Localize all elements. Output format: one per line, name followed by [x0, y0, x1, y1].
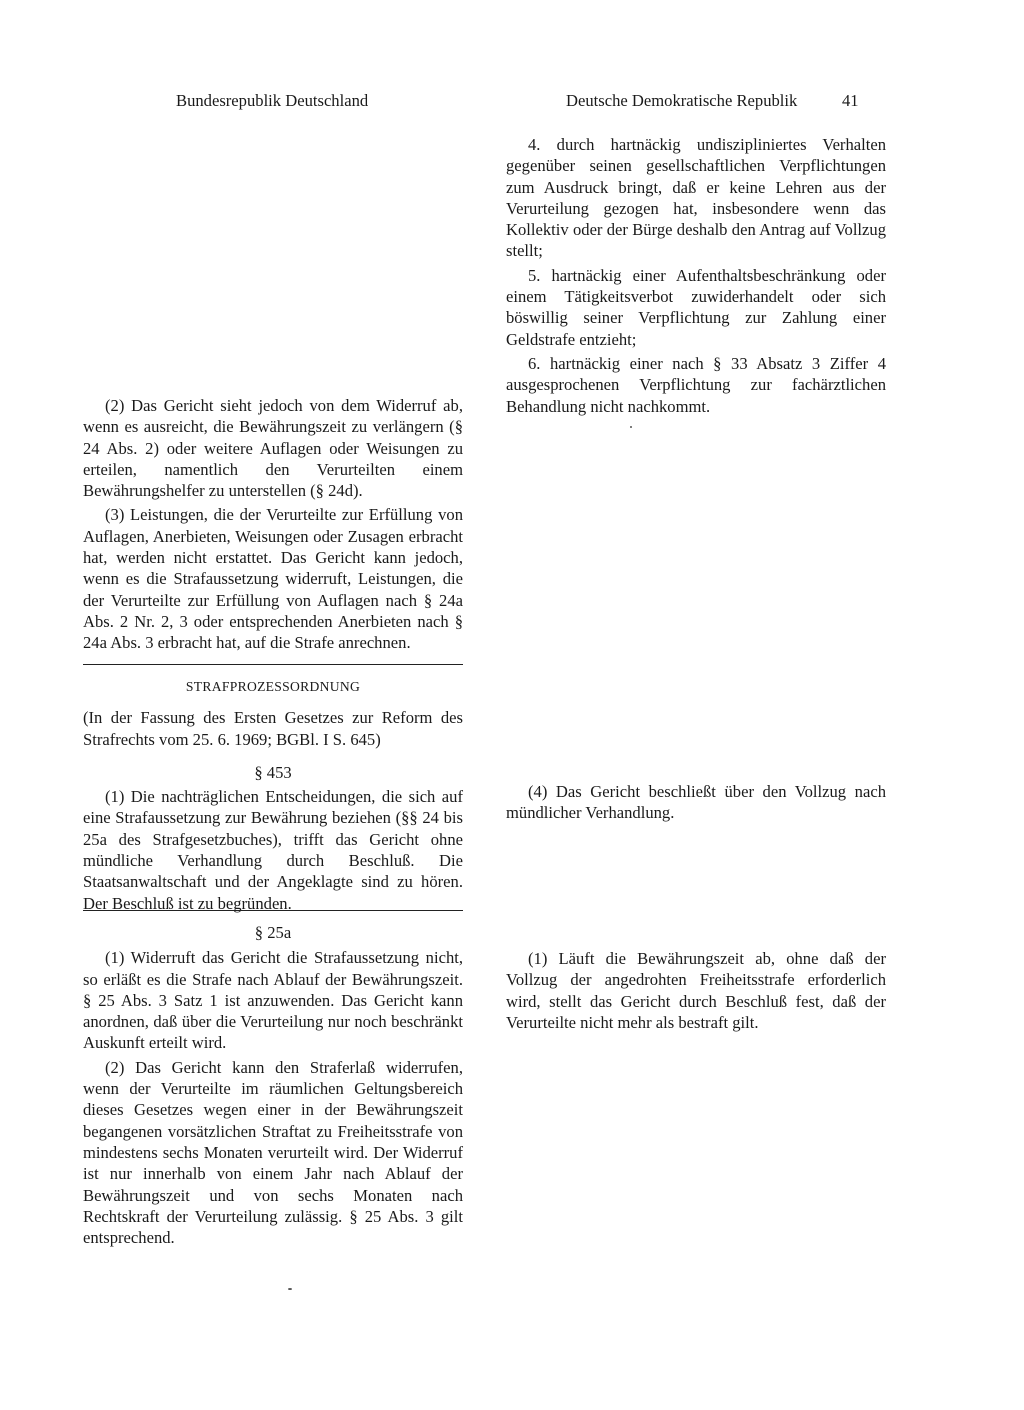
section-453-heading: § 453	[254, 762, 292, 782]
running-header-right: Deutsche Demokratische Republik	[566, 91, 798, 110]
paragraph-4: (4) Das Gericht beschließt über den Vollzug nach mündlicher Verhandlung.	[506, 782, 886, 823]
section-25a-paragraph-1: (1) Widerruft das Gericht die Strafaussetzung nicht, so erläßt es die Strafe nach Ablauf der Bewährungszeit. § 25 Abs. 3 Satz 1 ist anzuwenden. Das Gericht kann anordnen, daß über die Verurteilung nur noch beschränkt Auskunft erteilt wird.	[83, 948, 463, 1053]
print-speck	[630, 426, 632, 428]
section-divider	[83, 664, 463, 665]
right-paragraph-4-block	[506, 781, 886, 824]
right-column-top	[506, 134, 886, 417]
page-number: 41	[842, 91, 859, 110]
left-column-top	[83, 395, 463, 654]
list-item-6: 6. hartnäckig einer nach § 33 Absatz 3 Ziffer 4 ausgesprochenen Verpflichtung zur fachärztlichen Behandlung nicht nachkommt.	[506, 353, 886, 416]
list-item-5: 5. hartnäckig einer Aufenthaltsbeschränkung oder einem Tätigkeitsverbot zuwiderhandelt oder sich böswillig seiner Verpflichtung zur Zahlung einer Geldstrafe entzieht;	[506, 265, 886, 349]
section-divider	[83, 910, 463, 911]
print-speck	[288, 1288, 292, 1290]
list-item-4: 4. durch hartnäckig undiszipliniertes Verhalten gegenüber seinen gesellschaftlichen Verpflichtungen zum Ausdruck bringt, daß er keine Lehren aus der Verurteilung gezogen hat, insbesondere wenn das Kollektiv oder der Bürge deshalb den Antrag auf Vollzug stellt;	[506, 135, 886, 261]
section-25a-paragraph-2: (2) Das Gericht kann den Straferlaß widerrufen, wenn der Verurteilte im räumlichen Geltungsbereich dieses Gesetzes wegen einer in der Bewährungszeit begangenen vorsätzlichen Straftat zu Freiheitsstrafe von mindestens sechs Monaten verurteilt wird. Der Widerruf ist nur innerhalb von einem Jahr nach Ablauf der Bewährungszeit und von sechs Monaten nach Rechtskraft der Verurteilung zulässig. § 25 Abs. 3 gilt entsprechend.	[83, 1057, 463, 1248]
paragraph-1-release: (1) Läuft die Bewährungszeit ab, ohne daß der Vollzug der angedrohten Freiheitsstrafe erforderlich wird, stellt das Gericht durch Beschluß fest, daß der Verurteilte nicht mehr als bestraft gilt.	[506, 949, 886, 1032]
stpo-note: (In der Fassung des Ersten Gesetzes zur Reform des Strafrechts vom 25. 6. 1969; BGBl. I S. 645)	[83, 708, 463, 749]
stpo-section	[83, 676, 463, 914]
running-header-left: Bundesrepublik Deutschland	[176, 91, 369, 110]
paragraph-2: (2) Das Gericht sieht jedoch von dem Widerruf ab, wenn es ausreicht, die Bewährungszeit zu verlängern (§ 24 Abs. 2) oder weitere Auflagen oder Weisungen zu erteilen, namentlich den Verurteilten einem Bewährungshelfer zu unterstellen (§ 24d).	[83, 396, 463, 501]
stpo-heading: STRAFPROZESSORDNUNG	[185, 679, 361, 694]
right-paragraph-1-block	[506, 948, 886, 1033]
section-25a-heading: § 25a	[254, 923, 292, 942]
section-25a	[83, 922, 463, 1248]
paragraph-3: (3) Leistungen, die der Verurteilte zur Erfüllung von Auflagen, Anerbieten, Weisungen oder Zusagen erbracht hat, werden nicht erstattet. Das Gericht kann jedoch, wenn es die Strafaussetzung widerruft, Leistungen, die der Verurteilte zur Erfüllung von Auflagen nach § 24a Abs. 2 Nr. 2, 3 oder entsprechenden Anerbieten nach § 24a Abs. 3 erbracht hat, auf die Strafe anrechnen.	[83, 505, 463, 653]
section-453-paragraph-1: (1) Die nachträglichen Entscheidungen, die sich auf eine Strafaussetzung zur Bewährung beziehen (§§ 24 bis 25a des Strafgesetzbuches), trifft das Gericht ohne mündliche Verhandlung durch Beschluß. Die Staatsanwaltschaft und der Angeklagte sind zu hören. Der Beschluß ist zu begründen.	[83, 787, 463, 913]
